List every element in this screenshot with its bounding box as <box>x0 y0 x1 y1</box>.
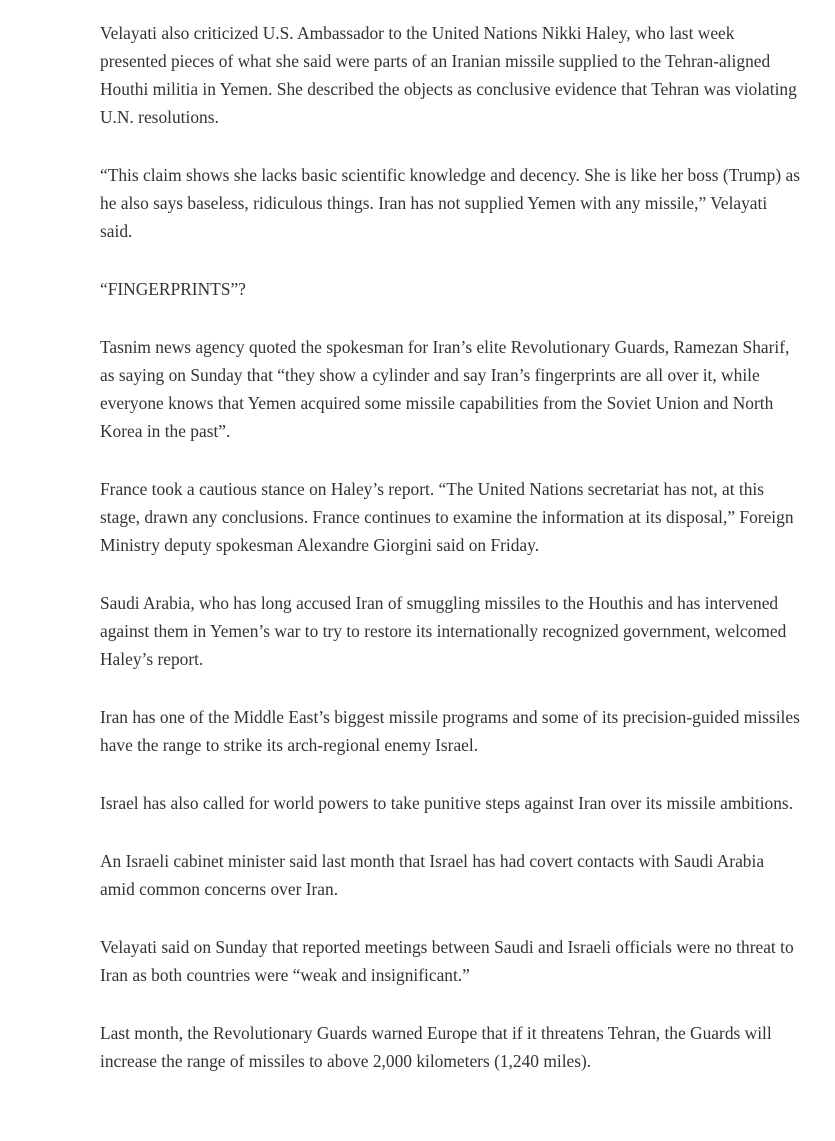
paragraph-israel-calls: Israel has also called for world powers to take punitive steps against Iran over its missile ambitions. <box>100 793 794 813</box>
paragraph-france-stance: France took a cautious stance on Haley’s report. “The United Nations secretariat has not, at this stage, drawn any conclusions. France continues to examine the information at its disposal,” Foreign Ministry deputy spokesman Alexandre Giorgini said on Friday. <box>100 479 794 555</box>
paragraph-covert-contacts: An Israeli cabinet minister said last month that Israel has had covert contacts with Saudi Arabia amid common concerns over Iran. <box>100 851 765 899</box>
paragraph-saudi-arabia: Saudi Arabia, who has long accused Iran of smuggling missiles to the Houthis and has intervened against them in Yemen’s war to try to restore its internationally recognized government, welcomed Haley’s report. <box>100 593 787 669</box>
paragraph-tasnim-report: Tasnim news agency quoted the spokesman for Iran’s elite Revolutionary Guards, Ramezan Sharif, as saying on Sunday that “they show a cylinder and say Iran’s fingerprints are all over it, while everyone knows that Yemen acquired some missile capabilities from the Soviet Union and North Korea in the past”. <box>100 337 790 441</box>
paragraph-meetings-no-threat: Velayati said on Sunday that reported meetings between Saudi and Israeli officials were no threat to Iran as both countries were “weak and insignificant.” <box>100 937 794 985</box>
paragraph-guards-warning: Last month, the Revolutionary Guards warned Europe that if it threatens Tehran, the Guards will increase the range of missiles to above 2,000 kilometers (1,240 miles). <box>100 1023 772 1071</box>
paragraph-haley-criticism: Velayati also criticized U.S. Ambassador to the United Nations Nikki Haley, who last week presented pieces of what she said were parts of an Iranian missile supplied to the Tehran-aligned Houthi militia in Yemen. She described the objects as conclusive evidence that Tehran was violating U.N. resolutions. <box>100 23 797 127</box>
article-body <box>100 19 800 1105</box>
paragraph-missile-program: Iran has one of the Middle East’s biggest missile programs and some of its precision-guided missiles have the range to strike its arch-regional enemy Israel. <box>100 707 800 755</box>
paragraph-velayati-quote: “This claim shows she lacks basic scientific knowledge and decency. She is like her boss (Trump) as he also says baseless, ridiculous things. Iran has not supplied Yemen with any missile,” Velayati said. <box>100 165 800 241</box>
section-heading-fingerprints: “FINGERPRINTS”? <box>100 279 246 299</box>
